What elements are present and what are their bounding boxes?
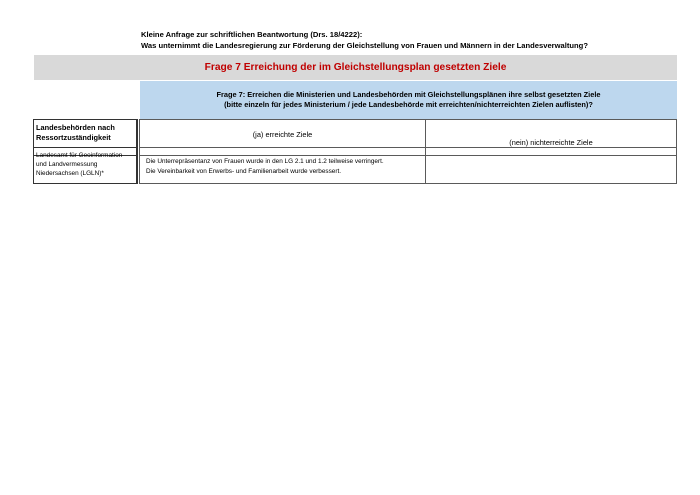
header-line-1: Kleine Anfrage zur schriftlichen Beantwortung (Drs. 18/4222):: [141, 30, 363, 39]
row-authority: Landesamt für Geoinformation und Landvermessung Niedersachsen (LGLN)*: [33, 147, 138, 184]
page-title: Frage 7 Erreichung der im Gleichstellungsplan gesetzten Ziele: [204, 62, 507, 73]
header-authority: Landesbehörden nach Ressortzuständigkeit: [33, 119, 138, 156]
question-line-1: Frage 7: Erreichen die Ministerien und Landesbehörden mit Gleichstellungsplänen ihre selbst gesetzten Ziele: [216, 90, 601, 99]
header-line-2: Was unternimmt die Landesregierung zur Förderung der Gleichstellung von Frauen und Männern in der Landesverwaltung?: [141, 40, 588, 50]
row-achieved: [139, 147, 426, 184]
achieved-item: Die Unterrepräsentanz von Frauen wurde in den LG 2.1 und 1.2 teilweise verringert.: [146, 158, 384, 165]
question-band: [140, 81, 677, 119]
header-achieved-label: (ja) erreichte Ziele: [252, 130, 313, 139]
question-line-2: (bitte einzeln für jedes Ministerium / jede Landesbehörde mit erreichten/nichterreichten Zielen auflisten)?: [224, 100, 593, 109]
achieved-item: Die Vereinbarkeit von Erwerbs- und Familienarbeit wurde verbessert.: [146, 167, 342, 175]
title-band: [34, 55, 677, 80]
document-header: [141, 30, 588, 51]
header-not-achieved-label: (nein) nichterreichte Ziele: [509, 138, 593, 147]
row-not-achieved: [425, 147, 677, 184]
